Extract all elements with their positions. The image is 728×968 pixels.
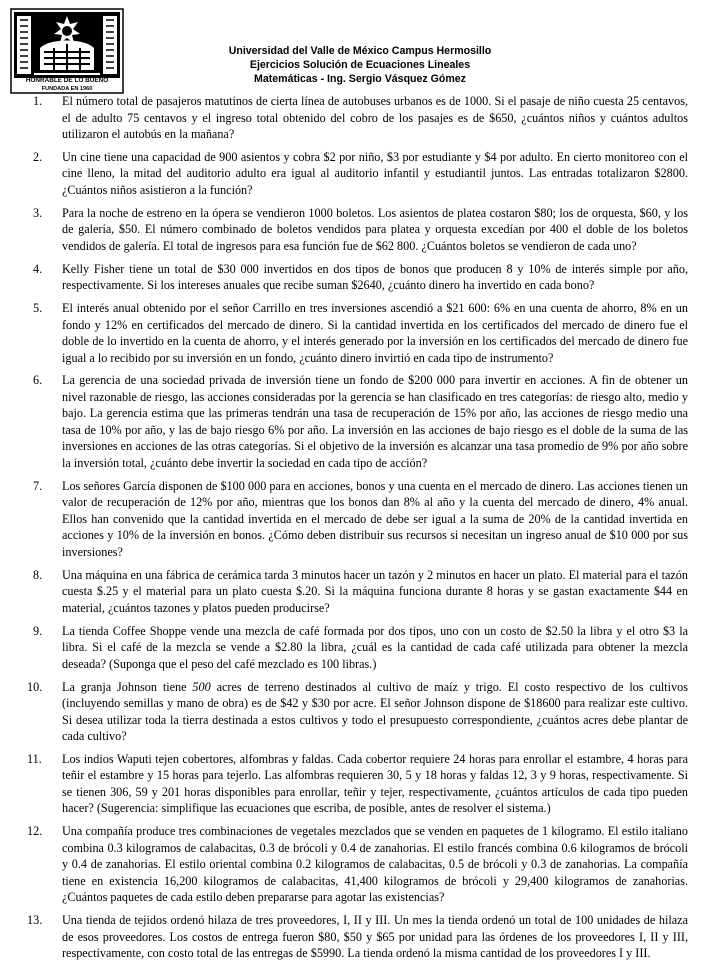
exercise-text: Kelly Fisher tiene un total de $30 000 invertidos en dos tipos de bonos que producen 8 y 10% de interés simple por año, respectivamente. Si los intereses anuales que recibe suman $2640, ¿cuánto dinero ha invertido en cada bono? [62,261,688,293]
document-subtitle: Ejercicios Solución de Ecuaciones Lineales [249,59,471,71]
exercise-text: Una compañía produce tres combinaciones de vegetales mezclados que se venden en paquetes de 1 kilogramo. El estilo italiano combina 0.3 kilogramos de calabacitas, 0.3 de brócoli y 0.4 de zanahorias. El estilo francés combina 0.6 kilogramos de brócoli y 0.4 de zanahorias. El estilo oriental combina 0.2 kilogramos de calabacitas, 0.5 de brócoli y 0.3 de zanahorias. La compañía tiene en existencia 16,200 kilogramos de calabacitas, 41,400 kilogramos de brócoli y 29,400 kilogramos de zanahorias. ¿Cuántos paquetes de cada estilo deben prepararse para agotar las existencias? [62,824,688,905]
exercise-item [0,623,728,673]
exercise-text: Una tienda de tejidos ordenó hilaza de tres proveedores, I, II y III. Un mes la tienda ordenó un total de 100 unidades de hilaza de esos proveedores. Los costos de entrega fueron $80, $50 y $65 por unidad para las órdenes de los proveedores I, II y III, respectivamente, con costo total de las entregas de $5990. La tienda ordenó la misma cantidad de los proveedores I y III. [62,913,688,961]
exercise-number: 7. [33,478,43,493]
exercise-item [0,751,728,817]
exercise-number: 9. [33,623,43,638]
exercise-list [0,93,728,968]
exercise-text: Un cine tiene una capacidad de 900 asientos y cobra $2 por niño, $3 por estudiante y $4 por adulto. En cierto monitoreo con el cine lleno, la mitad del auditorio adulto era igual al auditorio infantil y estudiantil juntos. Las entradas totalizaron $2800. ¿Cuántos niños asistieron a la función? [62,149,688,197]
acres-value: 500 [192,679,211,694]
university-name: Universidad del Valle de México Campus Hermosillo [228,45,492,57]
svg-text:HONRABLE DE LO BUENO: HONRABLE DE LO BUENO [25,77,109,84]
exercise-number: 6. [33,373,43,388]
exercise-item [0,205,728,255]
exercise-text [62,679,688,745]
exercise-item [0,679,728,745]
exercise-number: 4. [33,261,43,276]
exercise-text: Una máquina en una fábrica de cerámica tarda 3 minutos hacer un tazón y 2 minutos en hacer un plato. El material para el tazón cuesta $.25 y el material para un plato cuesta $.20. Si la máquina funciona durante 8 horas y se gastan exactamente $44 en material, ¿cuántos tazones y platos pueden producirse? [62,567,688,615]
exercise-number: 1. [33,94,43,108]
document-header [150,44,570,86]
svg-text:FUNDADA EN 1960: FUNDADA EN 1960 [41,86,93,92]
exercise-item [0,93,728,143]
exercise-number: 10. [27,679,43,694]
exercise-number: 8. [33,567,43,582]
exercise-item [0,149,728,199]
exercise-item [0,912,728,962]
exercise-number: 5. [33,301,43,316]
exercise-text-rest: acres de terreno destinados al cultivo de maíz y trigo. El costo respectivo de los cultivos (incluyendo semillas y mano de obra) es de $42 y $30 por acre. El señor Johnson dispone de $18600 para realizar este cultivo. Si desea utilizar toda la tierra destinada a estos cultivos y todo el presupuesto correspondiente, ¿cuántos acres debe plantar de cada cultivo? [62,679,688,744]
exercise-item [0,478,728,561]
exercise-item [0,567,728,617]
exercise-text: El número total de pasajeros matutinos de cierta línea de autobuses urbanos es de 1000. Si el pasaje de niño cuesta 25 centavos, el de adulto 75 centavos y el ingreso total obtenido del cobro de los pasajes es de $650, ¿cuántos niños y cuántos adultos utilizaron el autobús en la mañana? [62,94,688,141]
exercise-text: El interés anual obtenido por el señor Carrillo en tres inversiones ascendió a $21 600: 6% en una cuenta de ahorro, 8% en un fondo y 12% en certificados del mercado de dinero. Si la cantidad invertida en los certificados del mercado de dinero fue el doble de lo invertido en la cuenta de ahorro, y el interés generado por la inversión en los certificados del mercado de dinero fue igual a lo recibido por su inversión en un fondo, ¿cuánto dinero invirtió en cada tipo de instrumento? [62,301,688,365]
exercise-text: Los señores García disponen de $100 000 para en acciones, bonos y una cuenta en el mercado de dinero. Las acciones tienen un valor de recuperación de 12% por año, mientras que los bonos dan 8% al año y la cuenta del mercado de dinero, 4% anual. Ellos han convenido que la cantidad invertida en el mercado de debe ser igual a la suma de 20% de la cantidad invertida en acciones y 10% de la inversión en bonos. ¿Cómo deben distribuir sus recursos si necesitan un ingreso anual de $10 000 por sus inversiones? [62,478,688,559]
exercise-item [0,300,728,366]
university-seal-icon [10,8,124,94]
exercise-text: La tienda Coffee Shoppe vende una mezcla de café formada por dos tipos, uno con un costo de $2.50 la libra y el otro $3 la libra. Si el café de la mezcla se vende a $2.80 la libra, ¿cuál es la cantidad de cada café utilizada para obtener la mezcla deseada? (Suponga que el peso del café mezclado es 100 libras.) [62,623,688,671]
exercise-text: Para la noche de estreno en la ópera se vendieron 1000 boletos. Los asientos de platea costaron $80; los de orquesta, $60, y los de galería, $50. El número combinado de boletos vendidos para platea y orquesta excedían por 400 el doble de los boletos vendidos de galería. El total de ingresos para esa función fue de $62 800. ¿Cuántos boletos se vendieron de cada uno? [62,205,688,253]
exercise-item [0,823,728,906]
exercise-number: 2. [33,149,43,164]
exercise-item [0,372,728,471]
exercise-number: 11. [27,751,42,766]
exercise-number: 3. [33,205,43,220]
exercise-text-start: La granja Johnson tiene [62,679,193,694]
exercise-number: 12. [27,824,43,839]
course-and-instructor: Matemáticas - Ing. Sergio Vásquez Gómez [254,73,466,85]
exercise-number: 13. [27,913,43,928]
exercise-text: Los indios Waputi tejen cobertores, alfombras y faldas. Cada cobertor requiere 24 horas para enrollar el estambre, 4 horas para teñir el estambre y 15 horas para tejerlo. Las alfombras requieren 30, 5 y 18 horas y faldas 12, 3 y 9 horas, respectivamente. Si se tienen 306, 59 y 201 horas disponibles para enrollar, teñir y tejer, respectivamente, ¿cuántos artículos de cada tipo pueden hacer? (Sugerencia: simplifique las ecuaciones que escriba, de posible, antes de resolver el sistema.) [62,751,688,816]
exercise-item [0,261,728,294]
exercise-text: La gerencia de una sociedad privada de inversión tiene un fondo de $200 000 para invertir en acciones. A fin de obtener un nivel razonable de riesgo, las acciones consideradas por la gerencia se han clasificado en tres categorías: de riesgo alto, medio y bajo. La gerencia estima que las primeras tendrán una tasa de recuperación de 15% por año, las acciones de riesgo medio una tasa de 10% por año, y las de bajo riesgo 6% por año. La inversión en las acciones de bajo riesgo es el doble de la suma de las inversiones en acciones de las otras categorías. Si el objetivo de la inversión es alcanzar una tasa promedio de 9% por año sobre la inversión total, ¿cuánto debe invertir la sociedad en cada tipo de acción? [62,373,688,470]
